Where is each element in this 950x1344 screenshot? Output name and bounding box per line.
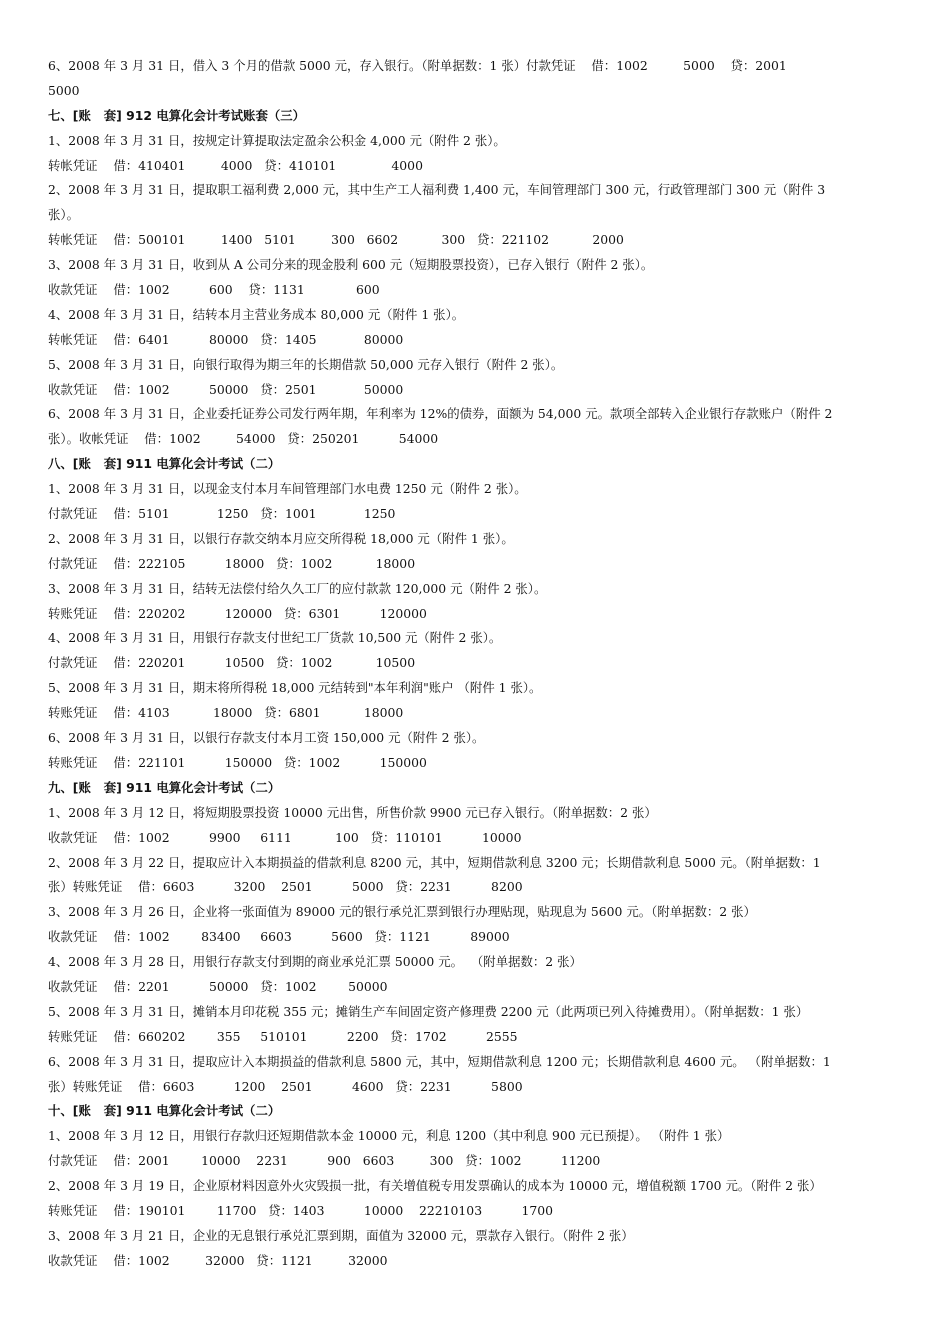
text-line: 4、2008 年 3 月 31 日，用银行存款支付世纪工厂货款 10,500 元（附件 2 张）。 bbox=[48, 630, 502, 646]
text-line: 收款凭证 借：1002 50000 贷：2501 50000 bbox=[48, 381, 404, 397]
text-line: 转账凭证 借：4103 18000 贷：6801 18000 bbox=[48, 705, 404, 721]
text-line: 张）。收帐凭证 借：1002 54000 贷：250201 54000 bbox=[48, 431, 439, 447]
text-line: 转账凭证 借：660202 355 510101 2200 贷：1702 2555 bbox=[48, 1028, 518, 1044]
text-line: 6、2008 年 3 月 31 日，提取应计入本期损益的借款利息 5800 元，其中，短期借款利息 1200 元；长期借款利息 4600 元。 （附单据数：1 bbox=[48, 1053, 831, 1069]
text-line: 付款凭证 借：220201 10500 贷：1002 10500 bbox=[48, 655, 416, 671]
text-line: 收款凭证 借：2201 50000 贷：1002 50000 bbox=[48, 978, 388, 994]
text-line: 4、2008 年 3 月 28 日，用银行存款支付到期的商业承兑汇票 50000 元。 （附单据数：2 张） bbox=[48, 954, 582, 970]
text-line: 1、2008 年 3 月 12 日，用银行存款归还短期借款本金 10000 元，利息 1200（其中利息 900 元已预提）。 （附件 1 张） bbox=[48, 1128, 730, 1144]
text-line: 付款凭证 借：222105 18000 贷：1002 18000 bbox=[48, 555, 416, 571]
text-line: 付款凭证 借：2001 10000 2231 900 6603 300 贷：1002 11200 bbox=[48, 1153, 601, 1169]
text-line: 1、2008 年 3 月 12 日，将短期股票投资 10000 元出售，所售价款 9900 元已存入银行。（附单据数：2 张） bbox=[48, 804, 657, 820]
text-line: 3、2008 年 3 月 31 日，结转无法偿付给久久工厂的应付款款 120,000 元（附件 2 张）。 bbox=[48, 580, 547, 596]
text-line: 5、2008 年 3 月 31 日，向银行取得为期三年的长期借款 50,000 元存入银行（附件 2 张）。 bbox=[48, 356, 564, 372]
text-line: 转账凭证 借：221101 150000 贷：1002 150000 bbox=[48, 754, 427, 770]
text-line: 转帐凭证 借：410401 4000 贷：410101 4000 bbox=[48, 157, 423, 173]
text-line: 转帐凭证 借：6401 80000 贷：1405 80000 bbox=[48, 331, 404, 347]
text-line: 3、2008 年 3 月 21 日，企业的无息银行承兑汇票到期，面值为 32000 元，票款存入银行。（附件 2 张） bbox=[48, 1227, 634, 1243]
text-line: 张）转账凭证 借：6603 1200 2501 4600 贷：2231 5800 bbox=[48, 1078, 523, 1094]
text-line: 2、2008 年 3 月 22 日，提取应计入本期损益的借款利息 8200 元，其中，短期借款利息 3200 元；长期借款利息 5000 元。（附单据数：1 bbox=[48, 854, 821, 870]
text-line: 转帐凭证 借：500101 1400 5101 300 6602 300 贷：221102 2000 bbox=[48, 232, 624, 248]
document-page bbox=[48, 54, 910, 1274]
text-line: 张）。 bbox=[48, 207, 79, 223]
section-heading: 八、[账 套] 911 电算化会计考试（二） bbox=[48, 456, 281, 472]
section-heading: 十、[账 套] 911 电算化会计考试（二） bbox=[48, 1103, 281, 1119]
section-heading: 九、[账 套] 911 电算化会计考试（二） bbox=[48, 779, 281, 795]
text-line: 转账凭证 借：220202 120000 贷：6301 120000 bbox=[48, 605, 427, 621]
text-line: 3、2008 年 3 月 31 日，收到从 A 公司分来的现金股利 600 元（短期股票投资），已存入银行（附件 2 张）。 bbox=[48, 257, 654, 273]
text-line: 2、2008 年 3 月 19 日，企业原材料因意外火灾毁损一批，有关增值税专用发票确认的成本为 10000 元，增值税额 1700 元。（附件 2 张） bbox=[48, 1178, 822, 1194]
text-line: 收款凭证 借：1002 600 贷：1131 600 bbox=[48, 282, 380, 298]
text-line: 1、2008 年 3 月 31 日，按规定计算提取法定盈余公积金 4,000 元（附件 2 张）。 bbox=[48, 132, 506, 148]
text-line: 6、2008 年 3 月 31 日，借入 3 个月的借款 5000 元，存入银行。（附单据数：1 张）付款凭证 借：1002 5000 贷：2001 bbox=[48, 58, 787, 73]
text-line: 收款凭证 借：1002 9900 6111 100 贷：110101 10000 bbox=[48, 829, 522, 845]
text-line: 5、2008 年 3 月 31 日，摊销本月印花税 355 元；摊销生产车间固定资产修理费 2200 元（此两项已列入待摊费用）。（附单据数：1 张） bbox=[48, 1003, 809, 1019]
section-heading: 七、[账 套] 912 电算化会计考试账套（三） bbox=[48, 107, 306, 123]
text-line: 付款凭证 借：5101 1250 贷：1001 1250 bbox=[48, 506, 396, 522]
text-line: 收款凭证 借：1002 83400 6603 5600 贷：1121 89000 bbox=[48, 929, 510, 945]
text-line: 5、2008 年 3 月 31 日，期末将所得税 18,000 元结转到"本年利润"账户 （附件 1 张）。 bbox=[48, 680, 542, 696]
text-line: 2、2008 年 3 月 31 日，提取职工福利费 2,000 元，其中生产工人福利费 1,400 元，车间管理部门 300 元，行政管理部门 300 元（附件 3 bbox=[48, 182, 826, 198]
text-line: 3、2008 年 3 月 26 日，企业将一张面值为 89000 元的银行承兑汇票到银行办理贴现，贴现息为 5600 元。（附单据数：2 张） bbox=[48, 904, 756, 920]
text-line: 1、2008 年 3 月 31 日，以现金支付本月车间管理部门水电费 1250 元（附件 2 张）。 bbox=[48, 481, 527, 497]
text-line: 转账凭证 借：190101 11700 贷：1403 10000 22210103 1700 bbox=[48, 1202, 553, 1218]
text-line: 6、2008 年 3 月 31 日，企业委托证券公司发行两年期，年利率为 12%的债券，面额为 54,000 元。款项全部转入企业银行存款账户（附件 2 bbox=[48, 406, 833, 422]
text-line: 收款凭证 借：1002 32000 贷：1121 32000 bbox=[48, 1252, 388, 1268]
text-line: 5000 bbox=[48, 82, 80, 98]
text-line: 2、2008 年 3 月 31 日，以银行存款交纳本月应交所得税 18,000 元（附件 1 张）。 bbox=[48, 530, 514, 546]
text-line: 张）转账凭证 借：6603 3200 2501 5000 贷：2231 8200 bbox=[48, 879, 523, 895]
text-line: 4、2008 年 3 月 31 日，结转本月主营业务成本 80,000 元（附件 1 张）。 bbox=[48, 306, 465, 322]
text-line: 6、2008 年 3 月 31 日，以银行存款支付本月工资 150,000 元（附件 2 张）。 bbox=[48, 730, 485, 746]
